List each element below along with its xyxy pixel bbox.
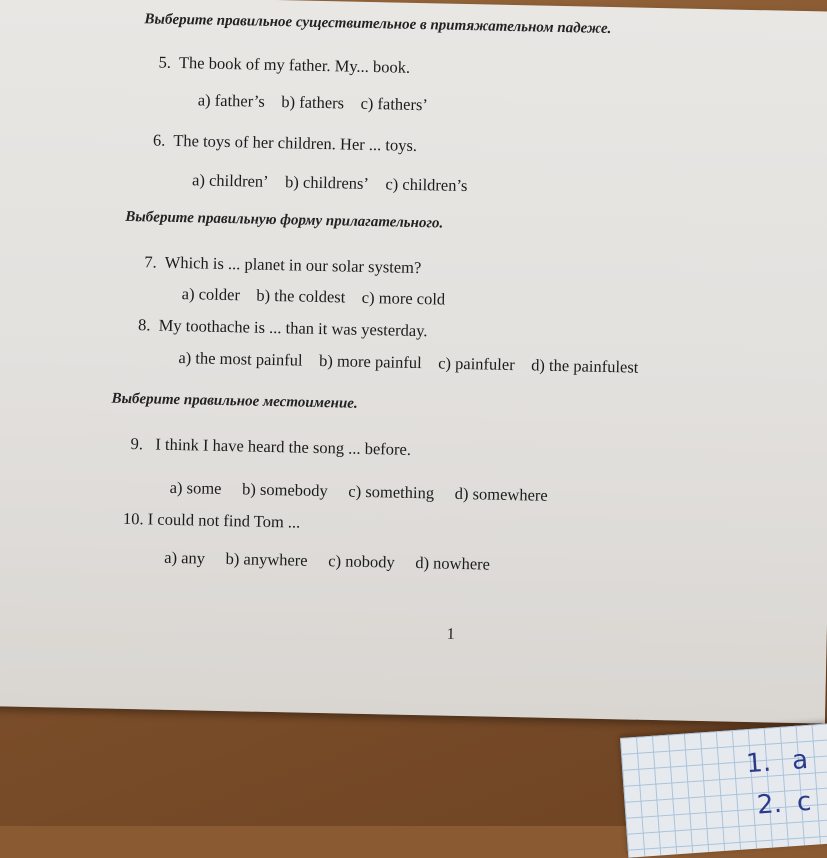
- option-b: b) more painful: [318, 350, 422, 373]
- options-7: [182, 284, 446, 310]
- option-c: c) nobody: [328, 551, 395, 572]
- question-9: [130, 434, 411, 460]
- option-b: b) anywhere: [225, 549, 308, 570]
- options-6: [192, 170, 468, 196]
- question-number: 10.: [122, 508, 144, 529]
- notebook-grid-paper: [620, 721, 827, 857]
- option-c: c) something: [348, 481, 435, 503]
- option-a: a) any: [164, 547, 206, 568]
- option-a: a) children’: [191, 170, 269, 191]
- option-d: d) somewhere: [454, 483, 548, 505]
- question-8: [138, 315, 428, 341]
- question-number: 9.: [130, 434, 144, 454]
- answer-1-letter: a: [790, 744, 809, 777]
- option-c: c) children’s: [385, 174, 468, 196]
- question-7: [144, 252, 421, 278]
- question-text: Which is ... planet in our solar system?: [164, 252, 422, 278]
- question-10: [123, 509, 301, 533]
- option-a: a) colder: [181, 284, 241, 305]
- question-number: 6.: [152, 130, 166, 150]
- answer-1-number: 1.: [745, 747, 772, 780]
- options-8: [178, 348, 638, 378]
- option-a: a) the most painful: [178, 348, 303, 370]
- answer-2-number: 2.: [756, 788, 783, 821]
- question-text: I think I have heard the song ... before.: [155, 434, 412, 459]
- option-a: a) some: [169, 477, 222, 498]
- question-5: [158, 53, 410, 78]
- instruction-pronoun: Выберите правильное местоимение.: [111, 390, 358, 412]
- options-10: [164, 548, 490, 575]
- option-b: b) the coldest: [256, 285, 346, 307]
- question-number: 7.: [144, 252, 157, 272]
- instruction-possessive: Выберите правильное существительное в притяжательном падеже.: [144, 11, 612, 38]
- options-5: [198, 90, 429, 115]
- option-d: d) the painfulest: [530, 355, 639, 377]
- page-number: 1: [446, 625, 455, 643]
- question-number: 8.: [137, 315, 151, 335]
- question-text: The book of my father. My... book.: [178, 52, 411, 77]
- option-a: a) father’s: [197, 90, 266, 111]
- answer-2-letter: c: [795, 786, 813, 818]
- option-c: c) painfuler: [438, 353, 515, 375]
- option-d: d) nowhere: [415, 553, 491, 574]
- question-6: [153, 130, 417, 156]
- options-9: [169, 478, 547, 506]
- question-text: My toothache is ... than it was yesterday.: [158, 315, 428, 341]
- option-c: c) more cold: [361, 287, 446, 309]
- option-c: c) fathers’: [360, 93, 429, 115]
- question-text: The toys of her children. Her ... toys.: [173, 130, 418, 155]
- question-number: 5.: [158, 52, 172, 72]
- question-text: I could not find Tom ...: [147, 509, 301, 532]
- instruction-adjective: Выберите правильную форму прилагательного.: [125, 208, 444, 232]
- option-b: b) childrens’: [284, 172, 370, 193]
- option-b: b) fathers: [281, 92, 345, 113]
- option-b: b) somebody: [241, 479, 328, 501]
